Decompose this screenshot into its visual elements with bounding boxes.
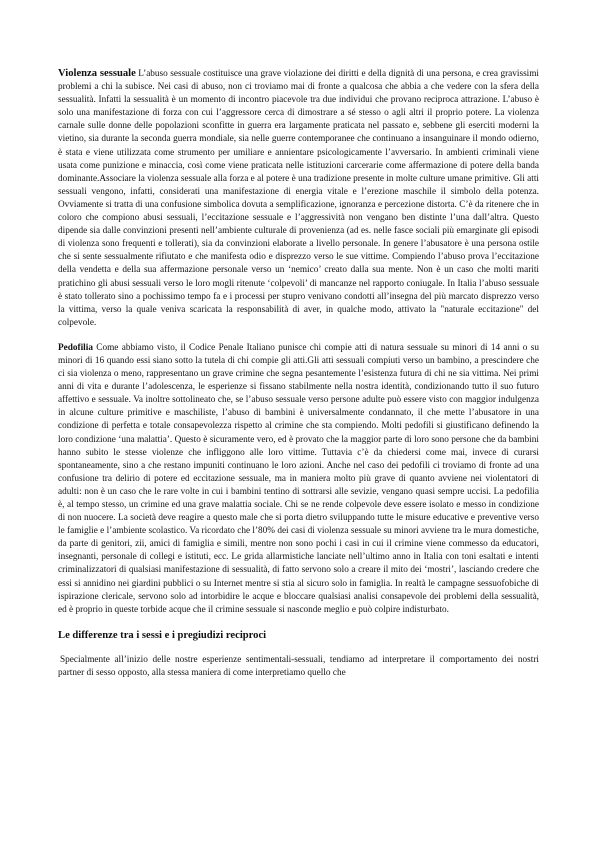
section-heading: Le differenze tra i sessi e i pregiudizi reciproci [58,629,267,641]
paragraph-body-violenza-sessuale: L’abuso sessuale costituisce una grave violazione dei diritti e della dignità di una persona, e crea gravissimi problemi a chi la subisce. Nei casi di abuso, non ci troviamo mai di fronte a qualcosa che abbia a che vedere con la sfera della sessualità. Infatti la sessualità è un momento di incontro piacevole tra due individui che provano reciproca attrazione. L’abuso è solo una manifestazione di forza con cui l’aggressore cerca di dimostrare a sé stesso o agli altri il proprio potere. La violenza carnale sulle donne delle popolazioni sconfitte in guerra era largamente praticata nel passato e, sebbene gli eserciti moderni la vietino, sia durante la seconda guerra mondiale, sia nelle guerre contemporanee che continuano a insanguinare il mondo odierno, è stata e viene utilizzata come strumento per umiliare e annientare psicologicamente l’avversario. In ambienti criminali viene usata come punizione e minaccia, così come viene praticata nelle istituzioni carcerarie come affermazione di potere della banda dominante.Associare la violenza sessuale alla forza e al potere è una tradizione presente in molte culture umane primitive. Gli atti sessuali vengono, infatti, considerati una manifestazione di energia vitale e l’erezione maschile il simbolo della potenza. Ovviamente si tratta di una confusione simbolica dovuta a semplificazione, ignoranza e percezione distorta. C’è da ritenere che in coloro che compiono abusi sessuali, l’eccitazione sessuale e l’aggressività non vengano ben distinte l’una dall’altra. Questo dipende sia dalle convinzioni presenti nell’ambiente culturale di provenienza (ad es. nelle fasce sociali più emarginate gli episodi di violenza sono frequenti e tollerati), sia da convinzioni elaborate a livello personale. In genere l’abusatore è una persona ostile che si sente sessualmente rifiutato e che manifesta odio e disprezzo verso le sue vittime. Compiendo l’abuso prova l’eccitazione della vendetta e della sua affermazione personale verso un ‘nemico’ creato dalla sua mente. Non è un caso che molti mariti pratichino gli abusi sessuali verso le loro mogli ritenute ‘colpevoli’ di mancanze nel rapporto coniugale. In Italia l’abuso sessuale è stato tollerato sino a pochissimo tempo fa e i processi per stupro venivano condotti all’insegna del più marcato disprezzo verso la vittima, verso la quale veniva scaricata la responsabilità di aver, in qualche modo, attivato la "naturale eccitazione" del colpevole. [58,69,540,328]
section-spacer [58,617,539,629]
paragraph-lead-violenza-sessuale: Violenza sessuale [58,68,136,79]
paragraph-pedofilia [58,342,539,617]
document-page [58,67,539,680]
paragraph-violenza-sessuale [58,67,539,330]
paragraph-lead-pedofilia: Pedofilia [58,342,93,353]
paragraph-body-pedofilia: Come abbiamo visto, il Codice Penale Italiano punisce chi compie atti di natura sessuale su minori di 14 anni o su minori di 16 quando essi siano sotto la tutela di chi compie gli atti.Gli atti sessuali compiuti verso un bambino, a prescindere che ci sia violenza o meno, rappresentano un grave crimine che segna pesantemente l’esistenza futura di chi ne sia vittima. Nei primi anni di vita e durante l’adolescenza, le esperienze si fissano stabilmente nella nostra identità, condizionando tutto il suo futuro affettivo e sessuale. Va inoltre sottolineato che, se l’abuso sessuale verso persone adulte può essere visto con maggior indulgenza in alcune culture primitive e maschiliste, l’abuso di bambini è universalmente condannato, il che mette l’abusatore in una condizione di perfetta e totale consapevolezza rispetto al crimine che sta compiendo. Molti pedofili si giustificano definendo la loro condizione ‘una malattia’. Questo è sicuramente vero, ed è provato che la maggior parte di loro sono persone che da bambini hanno subito le stesse violenze che infliggono alle loro vittime. Tuttavia c’è da chiedersi come mai, invece di curarsi spontaneamente, sino a che restano impuniti continuano le loro azioni. Anche nel caso dei pedofili ci troviamo di fronte ad una confusione tra delirio di potere ed eccitazione sessuale, ma in maniera molto più grave di quanto avviene nei violentatori di adulti: non è un caso che le rare volte in cui i bambini tentino di sottrarsi alle sevizie, vengano quasi sempre uccisi. La pedofilia è, al tempo stesso, un crimine ed una grave malattia sociale. Chi se ne rende colpevole deve essere isolato e messo in condizione di non nuocere. La società deve reagire a questo male che si porta dietro sviluppando tutte le misure educative e preventive verso le famiglie e l’ambiente scolastico. Va ricordato che l’80% dei casi di violenza sessuale su minori avviene tra le mura domestiche, da parte di genitori, zii, amici di famiglia e simili, mentre non sono pochi i casi in cui il crimine viene commesso da educatori, insegnanti, personale di collegi e istituti, ecc. Le grida allarmistiche lanciate nell’ultimo anno in Italia con toni esaltati e intenti criminalizzatori di qualsiasi manifestazione di sessualità, di fatto servono solo a creare il mito dei ‘mostri’, lasciando credere che essi si annidino nei giardini pubblici o su Internet mentre si stia al sicuro solo in famiglia. In realtà le campagne sessuofobiche di ispirazione clericale, servono solo ad intorbidire le acque e bloccare qualsiasi analisi consapevole dei problemi della sessualità, ed è proprio in queste torbide acque che il crimine sessuale si nasconde meglio e può colpire indisturbato. [58,342,539,615]
heading-spacer [58,643,539,654]
paragraph-spacer [58,330,539,342]
paragraph-differenze: Specialmente all’inizio delle nostre esperienze sentimentali-sessuali, tendiamo ad interpretare il comportamento dei nostri partner di sesso opposto, alla stessa maniera di come interpretiamo quello che [58,654,539,678]
